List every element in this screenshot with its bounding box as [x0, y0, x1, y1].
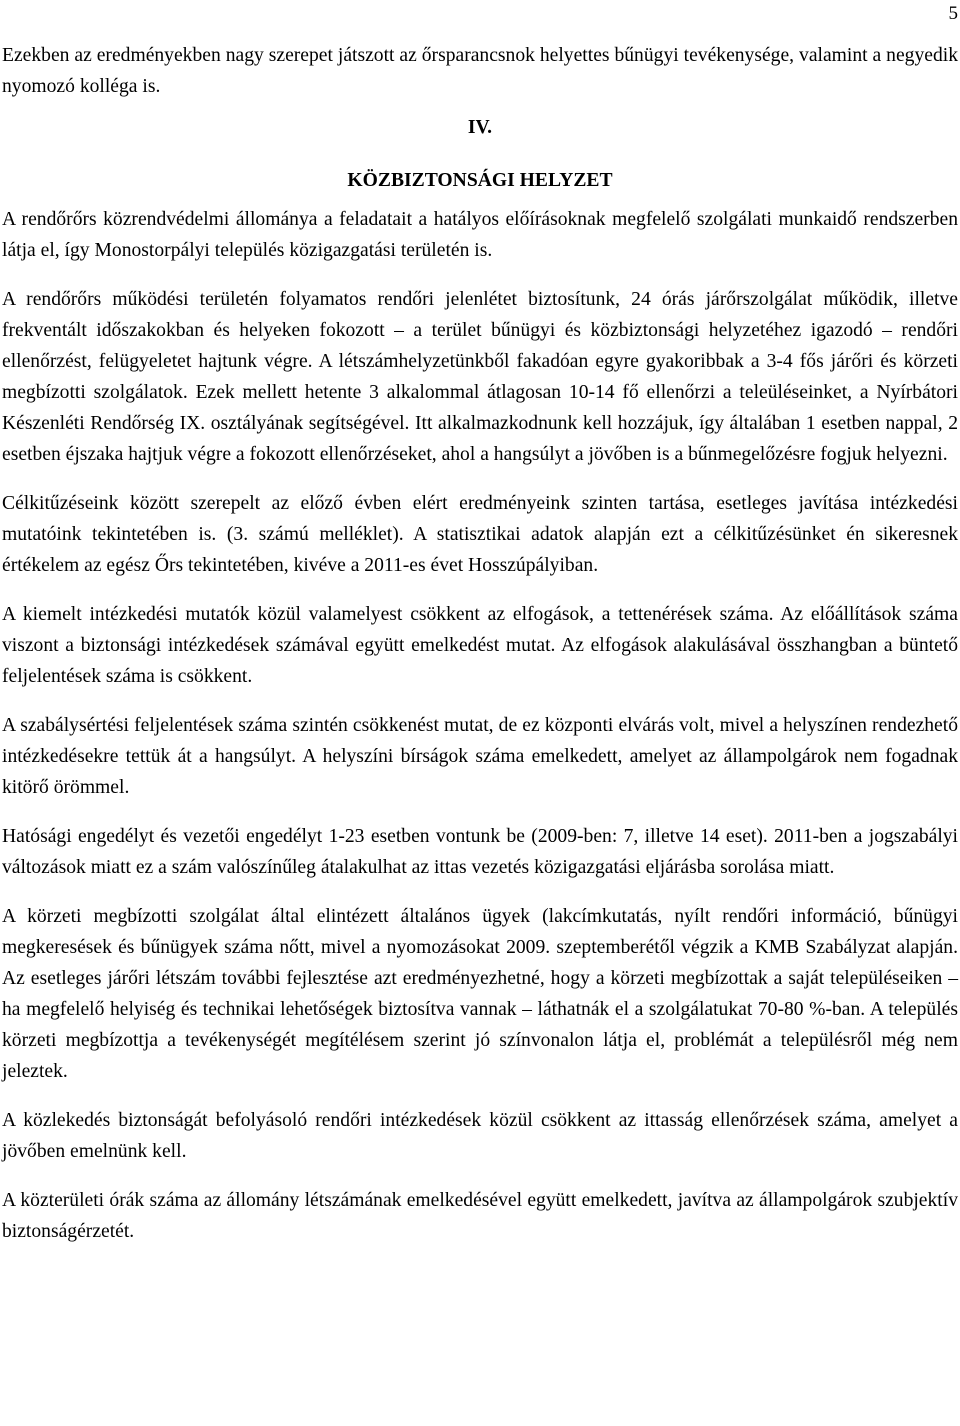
- intro-paragraph: Ezekben az eredményekben nagy szerepet játszott az őrsparancsnok helyettes bűnügyi tevékenysége, valamint a negyedik nyomozó kolléga is.: [2, 45, 958, 97]
- paragraph-8: A közlekedés biztonságát befolyásoló rendőri intézkedések közül csökkent az ittasság ellenőrzések száma, amelyet a jövőben emelnünk kell.: [2, 1110, 958, 1162]
- page-content: [2, 40, 958, 1247]
- paragraph-7: A körzeti megbízotti szolgálat által elintézett általános ügyek (lakcímkutatás, nyílt rendőri információ, bűnügyi megkeresések és bűnügyek száma nőtt, mivel a nyomozásokat 2009. szeptemberétől végzik a KMB Szabályzat alapján. Az esetleges járőri létszám további fejlesztése azt eredményezhetné, hogy a körzeti megbízottak a saját településeiken – ha megfelelő helyiség és technikai lehetőségek biztosítva vannak – láthatnák el a szolgálatukat 70-80 %-ban. A település körzeti megbízottja a tevékenységét megítélésem szerint jó színvonalon látja el, problémát a településről még nem jeleztek.: [2, 906, 958, 1082]
- paragraph-5: A szabálysértési feljelentések száma szintén csökkenést mutat, de ez központi elvárás volt, mivel a helyszínen rendezhető intézkedésekre tettük át a hangsúlyt. A helyszíni bírságok száma emelkedett, amelyet az állampolgárok nem fogadnak kitörő örömmel.: [2, 715, 958, 798]
- paragraph-2: A rendőrőrs működési területén folyamatos rendőri jelenlétet biztosítunk, 24 órás járőrszolgálat működik, illetve frekventált időszakokban és helyeken fokozott – a terület bűnügyi és közbiztonsági helyzetéhez igazodó – rendőri ellenőrzést, felügyeletet hajtunk végre. A létszámhelyzetünkből fakadóan egyre gyakoribbak a 3-4 fős járőri és körzeti megbízotti szolgálatok. Ezek mellett hetente 3 alkalommal átlagosan 10-14 fő ellenőrzi a teleüléseinket, a Nyírbátori Készenléti Rendőrség IX. osztályának segítségével. Itt alkalmazkodnunk kell hozzájuk, így általában 1 esetben nappal, 2 esetben éjszaka hajtjuk végre a fokozott ellenőrzéseket, ahol a hangsúlyt a jövőben is a bűnmegelőzésre fogjuk helyezni.: [2, 289, 958, 465]
- paragraph-6: Hatósági engedélyt és vezetői engedélyt 1-23 esetben vontunk be (2009-ben: 7, illetve 14 eset). 2011-ben a jogszabályi változások miatt ez a szám valószínűleg átalakulhat az ittas vezetés közigazgatási eljárásba sorolása miatt.: [2, 826, 958, 878]
- page-number: 5: [948, 3, 958, 24]
- paragraph-3: Célkitűzéseink között szerepelt az előző évben elért eredményeink szinten tartása, esetleges javítása intézkedési mutatóink tekintetében is. (3. számú melléklet). A statisztikai adatok alapján ezt a célkitűzésünket én sikeresnek értékelem az egész Őrs tekintetében, kivéve a 2011-es évet Hosszúpályiban.: [2, 493, 958, 576]
- paragraph-1: A rendőrőrs közrendvédelmi állománya a feladatait a hatályos előírásoknak megfelelő szolgálati munkaidő rendszerben látja el, így Monostorpályi település közigazgatási területén is.: [2, 209, 958, 261]
- section-title: KÖZBIZTONSÁGI HELYZET: [347, 170, 613, 191]
- paragraph-4: A kiemelt intézkedési mutatók közül valamelyest csökkent az elfogások, a tettenérések száma. Az előállítások száma viszont a biztonsági intézkedések számával együtt emelkedést mutat. Az elfogások alakulásával összhangban a büntető feljelentések száma is csökkent.: [2, 604, 958, 687]
- paragraph-9: A közterületi órák száma az állomány létszámának emelkedésével együtt emelkedett, javítva az állampolgárok szubjektív biztonságérzetét.: [2, 1190, 958, 1242]
- section-number: IV.: [467, 117, 493, 138]
